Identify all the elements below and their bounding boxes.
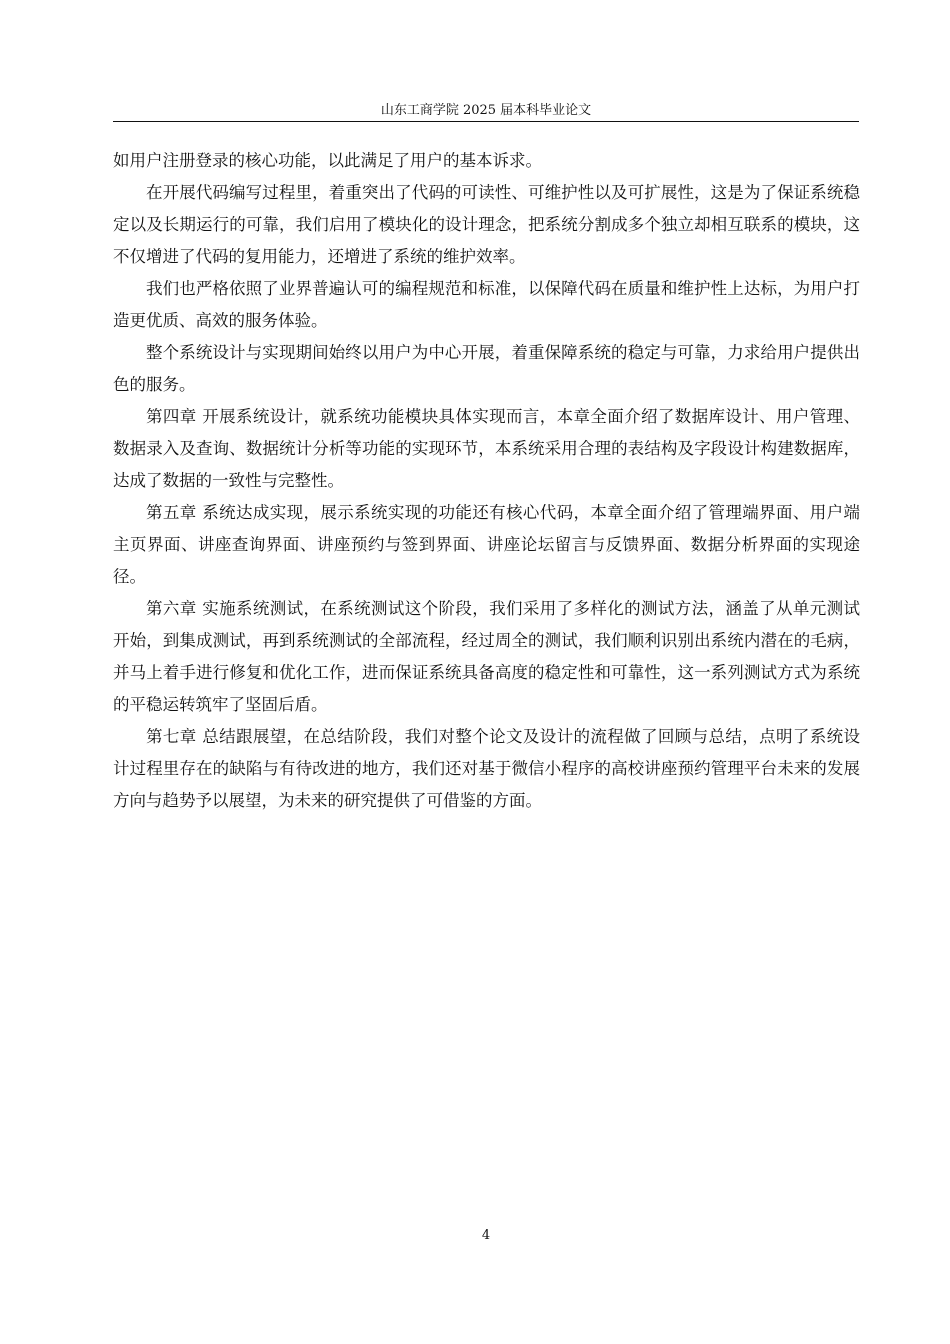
paragraph-code-quality: 在开展代码编写过程里，着重突出了代码的可读性、可维护性以及可扩展性，这是为了保证系统稳定以及长期运行的可靠，我们启用了模块化的设计理念，把系统分割成多个独立却相互联系的模块，这不仅增进了代码的复用能力，还增进了系统的维护效率。 [113,183,860,266]
paragraph-user-centered: 整个系统设计与实现期间始终以用户为中心开展，着重保障系统的稳定与可靠，力求给用户提供出色的服务。 [113,343,860,394]
body-text [113,145,860,817]
running-header: 山东工商学院 2025 届本科毕业论文 [380,103,592,118]
paragraph-chapter-6: 第六章 实施系统测试，在系统测试这个阶段，我们采用了多样化的测试方法，涵盖了从单元测试开始，到集成测试，再到系统测试的全部流程，经过周全的测试，我们顺利识别出系统内潜在的毛病，并马上着手进行修复和优化工作，进而保证系统具备高度的稳定性和可靠性，这一系列测试方式为系统的平稳运转筑牢了坚固后盾。 [113,599,860,714]
header-rule [113,121,859,122]
paragraph-chapter-4: 第四章 开展系统设计，就系统功能模块具体实现而言，本章全面介绍了数据库设计、用户管理、数据录入及查询、数据统计分析等功能的实现环节，本系统采用合理的表结构及字段设计构建数据库，达成了数据的一致性与完整性。 [113,407,860,490]
page-number: 4 [481,1228,491,1243]
paragraph-continued: 如用户注册登录的核心功能，以此满足了用户的基本诉求。 [113,151,542,170]
paragraph-chapter-5: 第五章 系统达成实现，展示系统实现的功能还有核心代码，本章全面介绍了管理端界面、用户端主页界面、讲座查询界面、讲座预约与签到界面、讲座论坛留言与反馈界面、数据分析界面的实现途径。 [113,503,860,586]
paragraph-coding-standards: 我们也严格依照了业界普遍认可的编程规范和标准，以保障代码在质量和维护性上达标，为用户打造更优质、高效的服务体验。 [113,279,860,330]
paragraph-chapter-7: 第七章 总结跟展望，在总结阶段，我们对整个论文及设计的流程做了回顾与总结，点明了系统设计过程里存在的缺陷与有待改进的地方，我们还对基于微信小程序的高校讲座预约管理平台未来的发展方向与趋势予以展望，为未来的研究提供了可借鉴的方面。 [113,727,860,810]
